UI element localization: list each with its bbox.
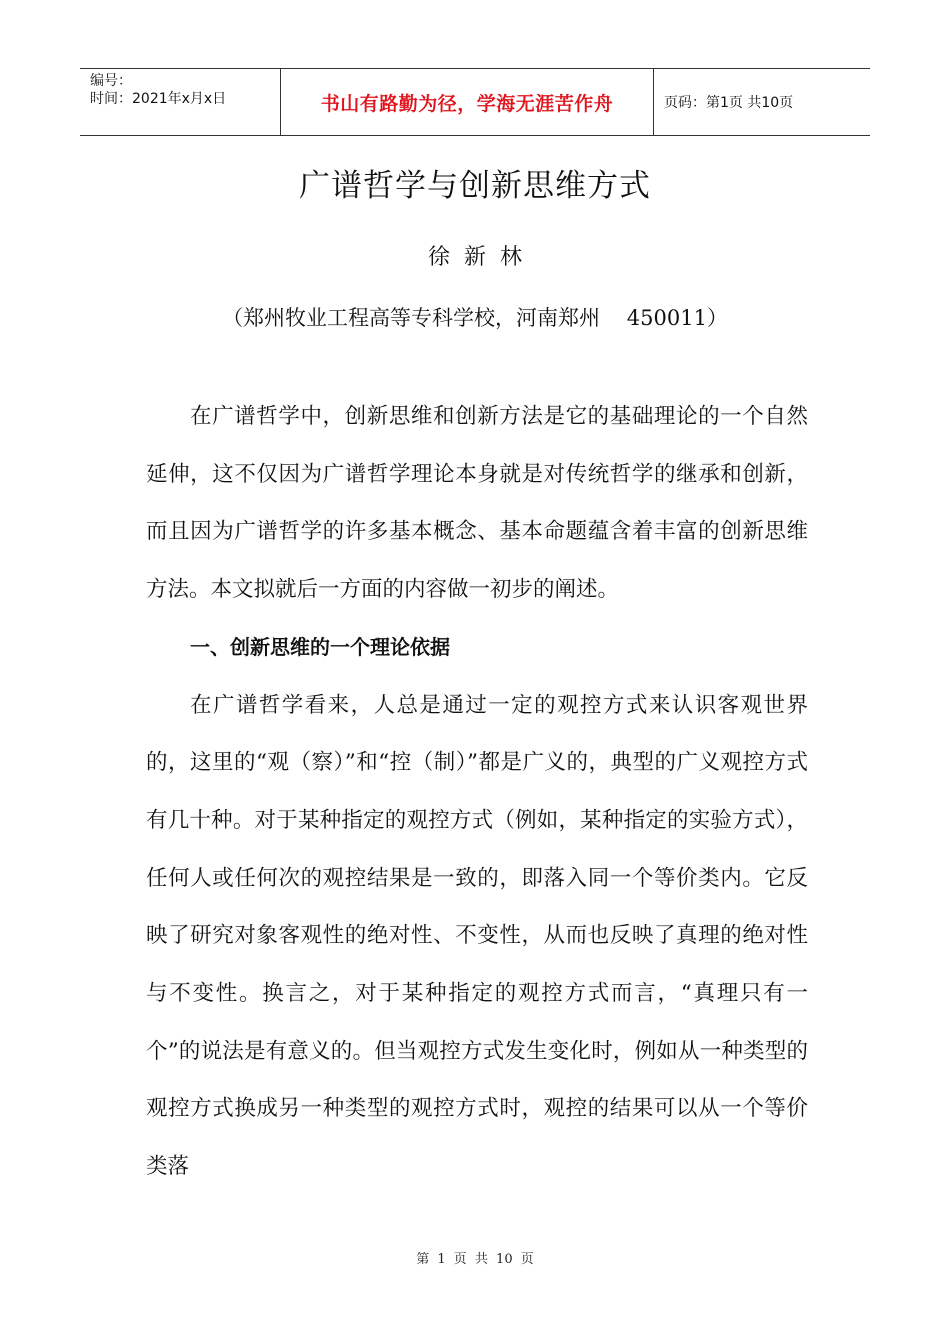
document-title: 广谱哲学与创新思维方式 — [299, 168, 651, 204]
header-table — [80, 68, 870, 136]
number-label: 编号： — [90, 73, 132, 89]
page-footer: 第 1 页 共 10 页 — [416, 1252, 534, 1267]
document-author: 徐新林 — [427, 245, 536, 270]
header-page-info: 页码：第1页 共10页 — [664, 95, 794, 111]
document-body — [146, 388, 808, 1196]
time-label: 时间：2021年x月x日 — [90, 91, 227, 107]
section-paragraph: 在广谱哲学看来，人总是通过一定的观控方式来认识客观世界的，这里的“观（察）”和“控（制）”都是广义的，典型的广义观控方式有几十种。对于某种指定的观控方式（例如，某种指定的实验方式），任何人或任何次的观控结果是一致的，即落入同一个等价类内。它反映了研究对象客观性的绝对性、不变性，从而也反映了真理的绝对性与不变性。换言之，对于某种指定的观控方式而言，“真理只有一个”的说法是有意义的。但当观控方式发生变化时，例如从一种类型的观控方式换成另一种类型的观控方式时，观控的结果可以从一个等价类落 — [146, 692, 808, 1180]
header-meta-cell — [80, 69, 281, 135]
document-affiliation: （郑州牧业工程高等专科学校，河南郑州 450011） — [222, 306, 728, 330]
section-heading: 一、创新思维的一个理论依据 — [190, 634, 450, 659]
intro-paragraph: 在广谱哲学中，创新思维和创新方法是它的基础理论的一个自然延伸，这不仅因为广谱哲学理论本身就是对传统哲学的继承和创新，而且因为广谱哲学的许多基本概念、基本命题蕴含着丰富的创新思维方法。本文拟就后一方面的内容做一初步的阐述。 — [146, 404, 808, 603]
header-motto: 书山有路勤为径，学海无涯苦作舟 — [281, 69, 654, 135]
